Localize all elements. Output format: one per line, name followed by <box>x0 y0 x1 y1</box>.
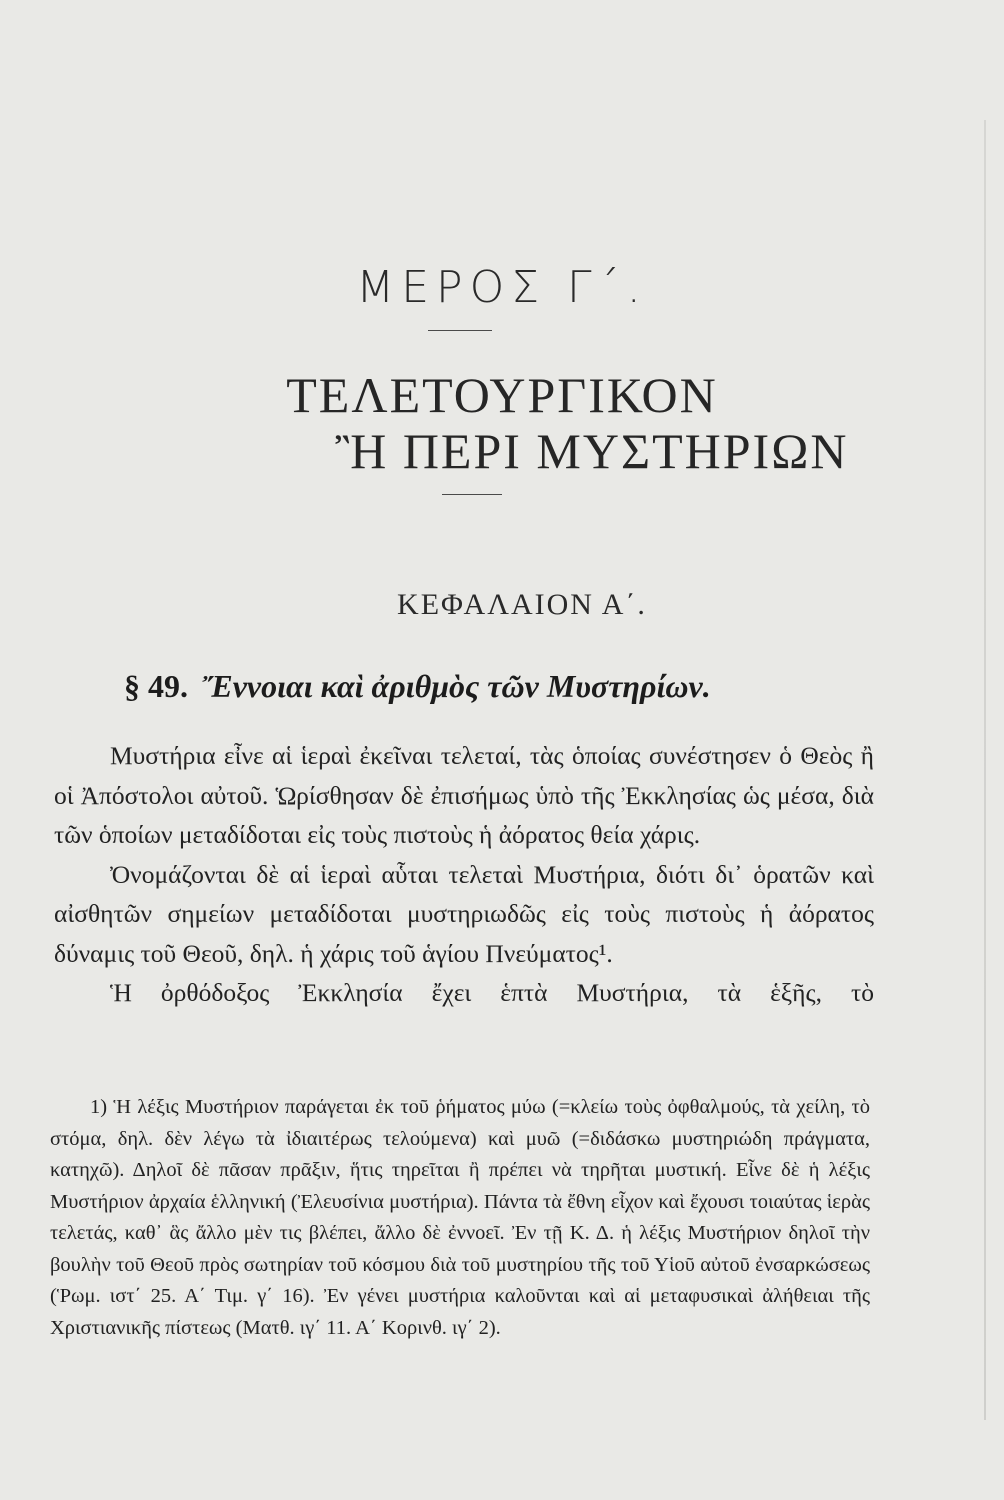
paragraph: Ἡ ὀρθόδοξος Ἐκκλησία ἔχει ἑπτὰ Μυστήρια, τὰ ἑξῆς, τὸ <box>110 978 874 1007</box>
section-number: § 49. <box>124 668 188 704</box>
subtitle: Ἢ ΠΕΡΙ ΜΥΣΤΗΡΙΩΝ <box>335 423 849 479</box>
footnote <box>50 1092 870 1344</box>
chapter-heading: ΚΕΦΑΛΑΙΟΝ Α΄. <box>397 588 647 621</box>
paragraph: Μυστήρια εἶνε αἱ ἱεραὶ ἐκεῖναι τελεταί, τὰς ὁποίας συνέστησεν ὁ Θεὸς ἢ οἱ Ἀπόστολοι αὐτοῦ. Ὡρίσθησαν δὲ ἐπισήμως ὑπὸ τῆς Ἐκκλησίας ὡς μέσα, διὰ τῶν ὁποίων μεταδίδοται εἰς τοὺς πιστοὺς ἡ ἀόρατος θεία χάρις. <box>54 741 874 849</box>
main-title: ΤΕΛΕΤΟΥΡΓΙΚΟΝ <box>286 367 718 423</box>
part-title: ΜΕΡΟΣ Γ΄. <box>356 262 648 313</box>
title-divider-top <box>428 330 492 331</box>
section-title: Ἔννοιαι καὶ ἀριθμὸς τῶν Μυστηρίων. <box>202 668 711 704</box>
page-edge-shadow <box>984 120 986 1420</box>
paragraph: Ὀνομάζονται δὲ αἱ ἱεραὶ αὗται τελεταὶ Μυστήρια, διότι δι᾿ ὁρατῶν καὶ αἰσθητῶν σημείων μεταδίδοται μυστηριωδῶς εἰς τοὺς πιστοὺς ἡ ἀόρατος δύναμις τοῦ Θεοῦ, δηλ. ἡ χάρις τοῦ ἁγίου Πνεύματος¹. <box>54 859 874 968</box>
body-text <box>54 736 874 1013</box>
footnote-text: 1) Ἡ λέξις Μυστήριον παράγεται ἐκ τοῦ ῥήματος μύω (=κλείω τοὺς ὀφθαλμούς, τὰ χείλη, τὸ στόμα, δηλ. δὲν λέγω τὰ ἰδιαιτέρως τελούμενα) καὶ μυῶ (=διδάσκω μυστηριώδη πράγματα, κατηχῶ). Δηλοῖ δὲ πᾶσαν πρᾶξιν, ἥτις τηρεῖται ἢ πρέπει νὰ τηρῆται μυστική. Εἶνε δὲ ἡ λέξις Μυστήριον ἀρχαία ἑλληνική (Ἐλευσίνια μυστήρια). Πάντα τὰ ἔθνη εἶχον καὶ ἔχουσι τοιαύτας ἱερὰς τελετάς, καθ᾿ ἃς ἄλλο μὲν τις βλέπει, ἄλλο δὲ ἐννοεῖ. Ἐν τῇ Κ. Δ. ἡ λέξις Μυστήριον δηλοῖ τὴν βουλὴν τοῦ Θεοῦ πρὸς σωτηρίαν τοῦ κόσμου διὰ τοῦ μυστηρίου τῆς τοῦ Υἱοῦ αὐτοῦ ἐνσαρκώσεως (Ῥωμ. ιστ΄ 25. Α΄ Τιμ. γ΄ 16). Ἐν γένει μυστήρια καλοῦνται καὶ αἱ μεταφυσικαὶ ἀλήθειαι τῆς Χριστιανικῆς πίστεως (Ματθ. ιγ΄ 11. Α΄ Κορινθ. ιγ΄ 2). <box>50 1096 870 1339</box>
section-heading <box>124 668 711 705</box>
title-divider-bottom <box>442 494 502 495</box>
